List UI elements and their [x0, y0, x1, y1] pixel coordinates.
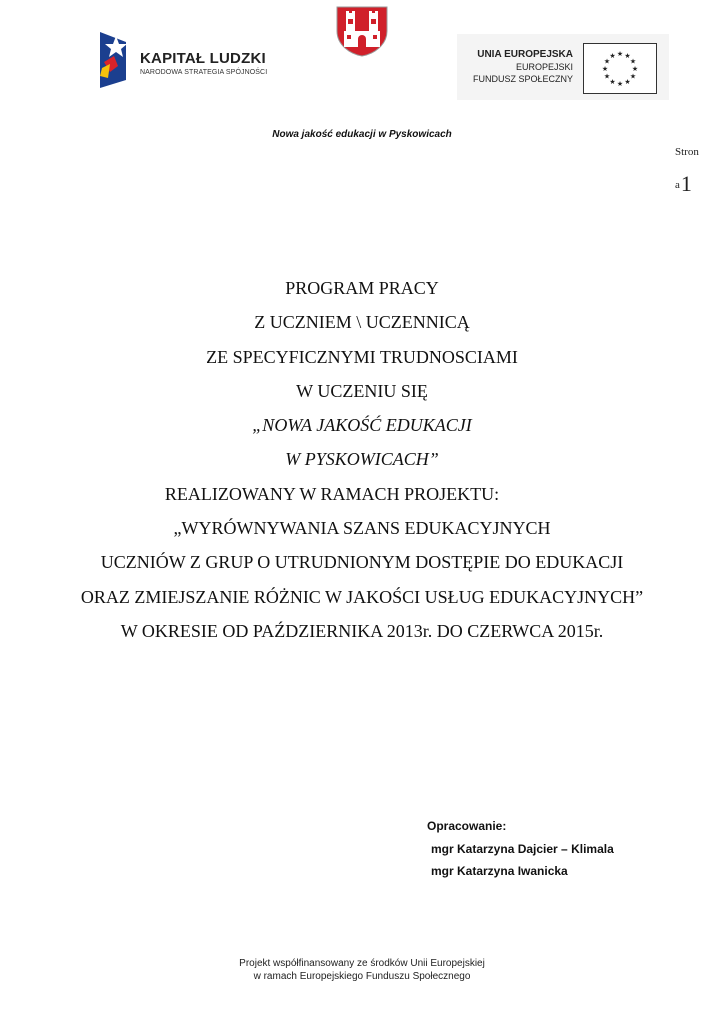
- eu-text-line1: UNIA EUROPEJSKA: [477, 49, 573, 60]
- eu-star-icon: ★: [616, 50, 624, 58]
- author-name: mgr Katarzyna Dajcier – Klimala: [431, 841, 614, 856]
- page-label-word-end: a: [675, 179, 680, 191]
- eu-star-icon: ★: [603, 57, 611, 66]
- title-line: Z UCZNIEM \ UCZENNICĄ: [254, 312, 470, 333]
- title-line: ORAZ ZMIEJSZANIE RÓŻNIC W JAKOŚCI USŁUG EDUKACYJNYCH”: [80, 586, 644, 607]
- page-label-line1: Stron: [675, 146, 699, 158]
- page-label-line2: [675, 171, 699, 197]
- footer-line2: w ramach Europejskiego Funduszu Społecznego: [253, 971, 471, 982]
- eu-star-icon: ★: [624, 52, 631, 60]
- authors-block: [427, 815, 614, 883]
- title-line: REALIZOWANY W RAMACH PROJEKTU:: [164, 483, 500, 504]
- title-line: W OKRESIE OD PAŹDZIERNIKA 2013r. DO CZERWCA 2015r.: [120, 620, 604, 641]
- header-caption: Nowa jakość edukacji w Pyskowicach: [272, 129, 452, 140]
- kapital-ludzki-logo: [98, 32, 268, 88]
- author-name: mgr Katarzyna Iwanicka: [431, 864, 568, 878]
- eu-star-icon: ★: [624, 78, 631, 86]
- authors-heading: Opracowanie:: [427, 819, 507, 833]
- eu-star-icon: ★: [609, 78, 616, 86]
- eu-text-line2: EUROPEJSKI: [515, 62, 573, 72]
- eu-text: [473, 49, 573, 85]
- page-number: 1: [680, 171, 692, 196]
- title-line: „NOWA JAKOŚĆ EDUKACJI: [252, 415, 472, 436]
- eu-flag-icon: [583, 43, 657, 94]
- eu-logo: [457, 34, 669, 100]
- footer-line1: Projekt współfinansowany ze środków Unii Europejskiej: [239, 958, 485, 969]
- title-line: „WYRÓWNYWANIA SZANS EDUKACYJNYCH: [173, 518, 551, 539]
- title-line: W PYSKOWICACH”: [285, 449, 439, 470]
- town-crest-icon: [334, 5, 390, 57]
- title-line: PROGRAM PRACY: [285, 278, 439, 298]
- eu-star-icon: ★: [629, 72, 637, 81]
- title-line: UCZNIÓW Z GRUP O UTRUDNIONYM DOSTĘPIE DO EDUKACJI: [100, 552, 624, 573]
- title-line: W UCZENIU SIĘ: [296, 380, 428, 401]
- kapital-ludzki-title: KAPITAŁ LUDZKI: [140, 50, 266, 67]
- kapital-ludzki-mark-icon: [98, 32, 130, 88]
- eu-star-icon: ★: [601, 65, 609, 73]
- document-title: [0, 271, 724, 648]
- eu-star-icon: ★: [631, 65, 639, 73]
- eu-star-icon: ★: [629, 57, 637, 66]
- eu-text-line3: FUNDUSZ SPOŁECZNY: [472, 74, 573, 84]
- eu-star-icon: ★: [603, 72, 611, 81]
- eu-star-icon: ★: [616, 80, 624, 88]
- title-line: ZE SPECYFICZNYMI TRUDNOSCIAMI: [206, 346, 518, 367]
- kapital-ludzki-subtitle: NARODOWA STRATEGIA SPÓJNOŚCI: [140, 69, 268, 76]
- footer: [0, 957, 724, 983]
- page-number-label: [675, 146, 699, 197]
- eu-star-icon: ★: [609, 52, 616, 60]
